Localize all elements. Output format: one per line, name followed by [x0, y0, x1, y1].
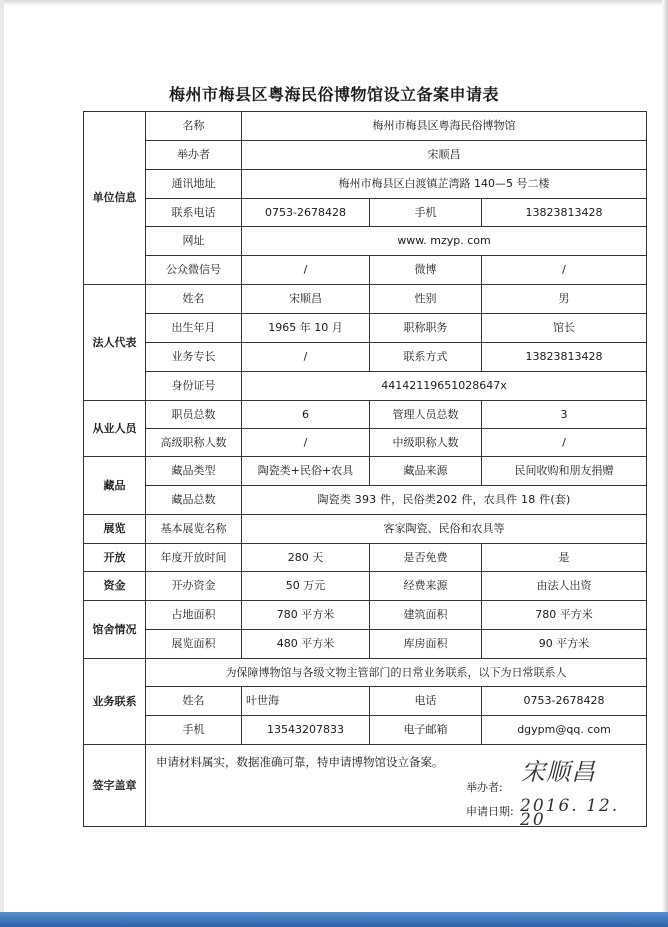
field-label: 姓名 — [146, 285, 242, 314]
field-label: 中级职称人数 — [370, 429, 482, 457]
category-collection: 藏品 — [84, 457, 146, 515]
category-opening: 开放 — [84, 544, 146, 572]
contact-value: 13823813428 — [482, 343, 647, 372]
signature-cell — [146, 745, 647, 827]
field-label: 开办资金 — [146, 572, 242, 601]
collection-type-value: 陶瓷类+民俗+农具 — [242, 457, 370, 486]
category-unit-info: 单位信息 — [84, 112, 146, 285]
id-number-value: 44142119651028647x — [242, 372, 647, 401]
declaration-text: 申请材料属实，数据准确可靠，特申请博物馆设立备案。 — [156, 754, 444, 769]
category-legal-rep: 法人代表 — [84, 285, 146, 401]
field-label: 库房面积 — [370, 630, 482, 659]
viewer-bottom-bar — [0, 912, 668, 927]
table-row — [84, 256, 647, 285]
staff-total-value: 6 — [242, 401, 370, 429]
table-row — [84, 687, 647, 716]
field-label: 姓名 — [146, 687, 242, 716]
storage-area-value: 90 平方米 — [482, 630, 647, 659]
field-label: 性别 — [370, 285, 482, 314]
table-row — [84, 112, 647, 141]
category-building: 馆舍情况 — [84, 601, 146, 659]
category-funds: 资金 — [84, 572, 146, 601]
collection-total-value: 陶瓷类 393 件，民俗类202 件，农具件 18 件(套) — [242, 486, 647, 515]
mgmt-total-value: 3 — [482, 401, 647, 429]
table-row — [84, 601, 647, 630]
field-label: 展览面积 — [146, 630, 242, 659]
table-row — [84, 170, 647, 199]
field-label: 管理人员总数 — [370, 401, 482, 429]
table-row — [84, 401, 647, 429]
category-staff: 从业人员 — [84, 401, 146, 457]
field-label: 职员总数 — [146, 401, 242, 429]
mid-value: / — [482, 429, 647, 457]
field-label: 公众微信号 — [146, 256, 242, 285]
free-value: 是 — [482, 544, 647, 572]
field-label: 联系电话 — [146, 199, 242, 227]
field-label: 出生年月 — [146, 314, 242, 343]
field-label: 电子邮箱 — [370, 716, 482, 745]
field-label: 职称职务 — [370, 314, 482, 343]
field-label: 藏品总数 — [146, 486, 242, 515]
field-label: 电话 — [370, 687, 482, 716]
category-liaison: 业务联系 — [84, 659, 146, 745]
gender-value: 男 — [482, 285, 647, 314]
field-label: 微博 — [370, 256, 482, 285]
table-row — [84, 716, 647, 745]
field-label: 经费来源 — [370, 572, 482, 601]
field-label: 业务专长 — [146, 343, 242, 372]
category-signature: 签字盖章 — [84, 745, 146, 827]
website-value: www. mzyp. com — [242, 227, 647, 256]
scan-right-edge — [662, 0, 668, 927]
field-label: 身份证号 — [146, 372, 242, 401]
exhibit-area-value: 480 平方米 — [242, 630, 370, 659]
senior-value: / — [242, 429, 370, 457]
scan-top-edge — [0, 0, 668, 6]
weibo-value: / — [482, 256, 647, 285]
category-exhibition: 展览 — [84, 515, 146, 544]
build-area-value: 780 平方米 — [482, 601, 647, 630]
museum-name-value: 梅州市梅县区粤海民俗博物馆 — [242, 112, 647, 141]
liaison-phone-value: 0753-2678428 — [482, 687, 647, 716]
field-label: 高级职称人数 — [146, 429, 242, 457]
table-row — [84, 227, 647, 256]
funds-source-value: 由法人出资 — [482, 572, 647, 601]
collection-source-value: 民间收购和朋友捐赠 — [482, 457, 647, 486]
liaison-name-value: 叶世海 — [242, 687, 370, 716]
birth-value: 1965 年 10 月 — [242, 314, 370, 343]
field-label: 年度开放时间 — [146, 544, 242, 572]
field-label: 建筑面积 — [370, 601, 482, 630]
table-row — [84, 659, 647, 687]
organizer-signature-label: 举办者: — [466, 780, 503, 794]
mobile-value: 13823813428 — [482, 199, 647, 227]
field-label: 名称 — [146, 112, 242, 141]
application-form-table — [83, 111, 647, 827]
field-label: 手机 — [370, 199, 482, 227]
wechat-value: / — [242, 256, 370, 285]
table-row — [84, 141, 647, 170]
field-label: 是否免费 — [370, 544, 482, 572]
handwritten-date: 2016. 12. 20 — [520, 795, 620, 827]
table-row — [84, 457, 647, 486]
table-row — [84, 630, 647, 659]
opening-days-value: 280 天 — [242, 544, 370, 572]
job-title-value: 馆长 — [482, 314, 647, 343]
start-funds-value: 50 万元 — [242, 572, 370, 601]
table-row — [84, 372, 647, 401]
handwritten-signature: 宋顺昌 — [521, 757, 596, 786]
scan-left-edge — [0, 0, 4, 927]
table-row — [84, 486, 647, 515]
table-row — [84, 544, 647, 572]
exhibition-value: 客家陶瓷、民俗和农具等 — [242, 515, 647, 544]
table-row — [84, 572, 647, 601]
liaison-intro: 为保障博物馆与各级文物主管部门的日常业务联系，以下为日常联系人 — [146, 659, 647, 687]
field-label: 手机 — [146, 716, 242, 745]
table-row — [84, 515, 647, 544]
table-row — [84, 343, 647, 372]
table-row — [84, 745, 647, 827]
table-row — [84, 314, 647, 343]
table-row — [84, 285, 647, 314]
field-label: 网址 — [146, 227, 242, 256]
address-value: 梅州市梅县区白渡镇芷湾路 140—5 号二楼 — [242, 170, 647, 199]
application-date-label: 申请日期: — [466, 804, 514, 818]
land-area-value: 780 平方米 — [242, 601, 370, 630]
legal-name-value: 宋顺昌 — [242, 285, 370, 314]
specialty-value: / — [242, 343, 370, 372]
table-row — [84, 199, 647, 227]
field-label: 通讯地址 — [146, 170, 242, 199]
field-label: 藏品来源 — [370, 457, 482, 486]
liaison-email-value: dgypm@qq. com — [482, 716, 647, 745]
field-label: 联系方式 — [370, 343, 482, 372]
field-label: 占地面积 — [146, 601, 242, 630]
table-row — [84, 429, 647, 457]
field-label: 藏品类型 — [146, 457, 242, 486]
organizer-value: 宋顺昌 — [242, 141, 647, 170]
field-label: 基本展览名称 — [146, 515, 242, 544]
field-label: 举办者 — [146, 141, 242, 170]
page-title: 梅州市梅县区粤海民俗博物馆设立备案申请表 — [168, 85, 499, 104]
phone-value: 0753-2678428 — [242, 199, 370, 227]
liaison-mobile-value: 13543207833 — [242, 716, 370, 745]
